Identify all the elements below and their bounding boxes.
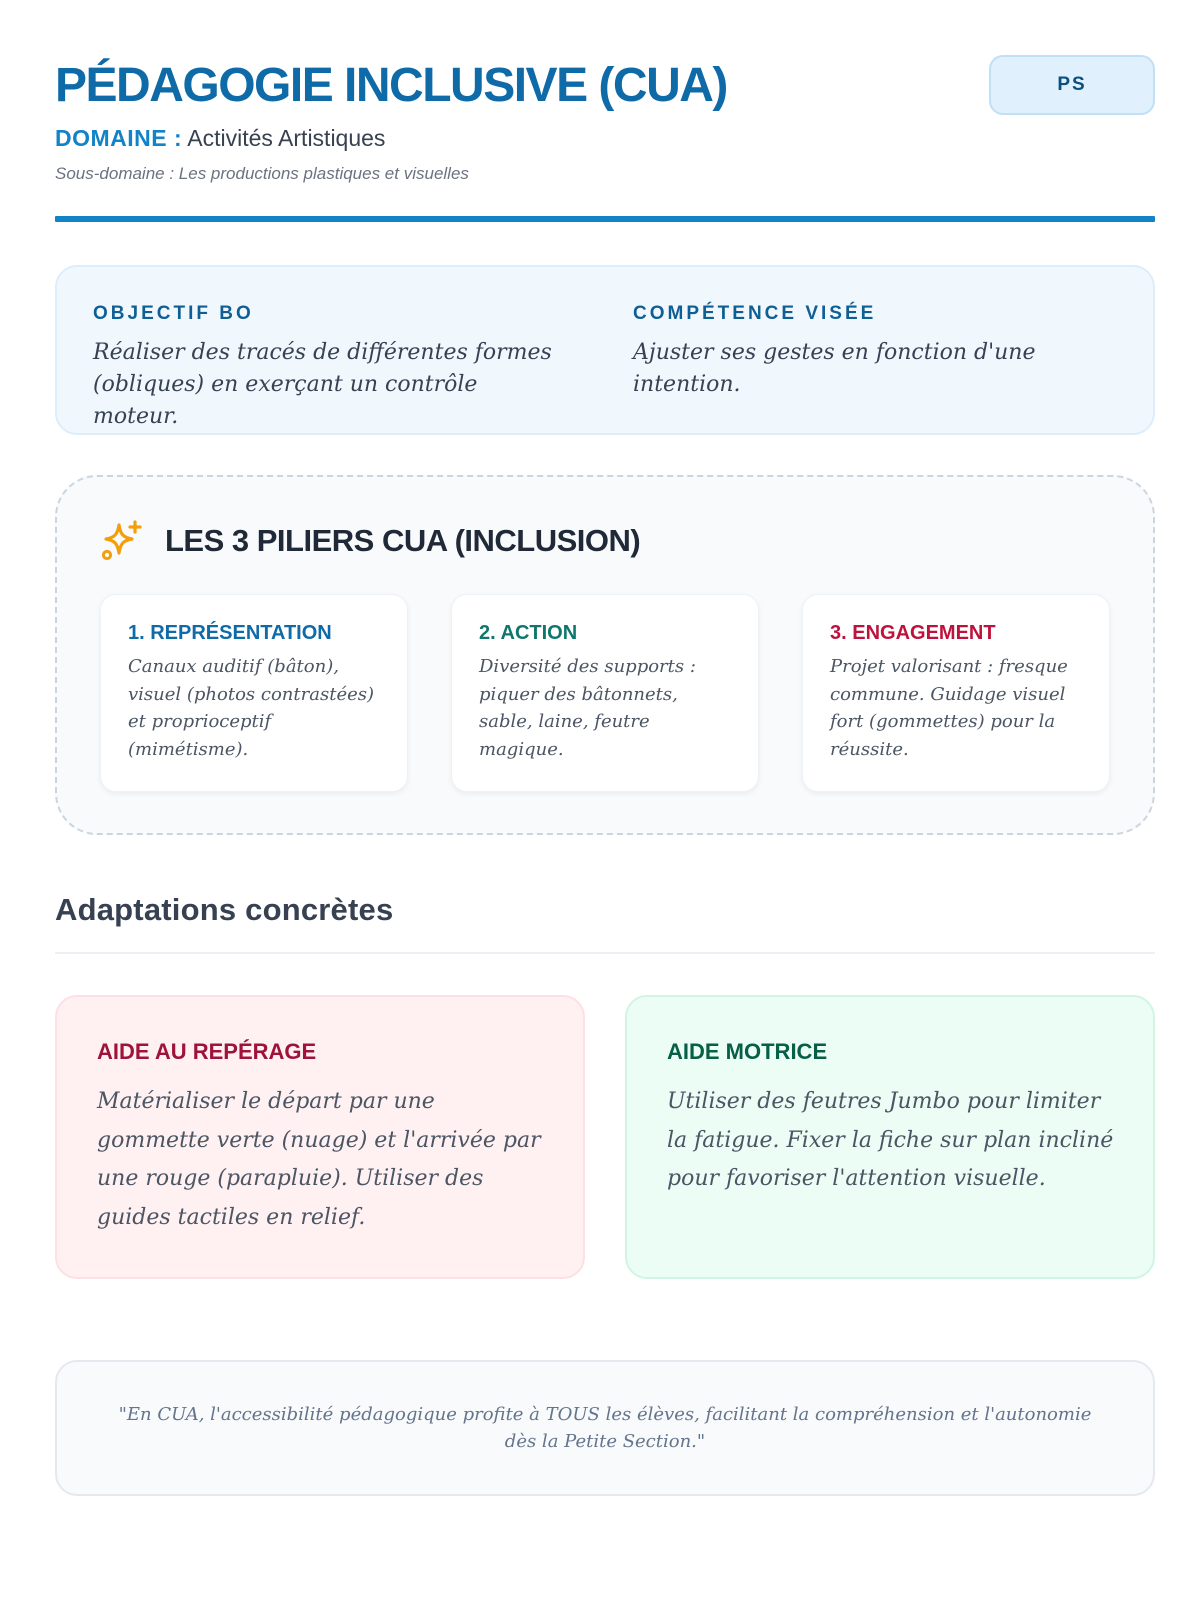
adaptation-card-reperage [55, 995, 585, 1279]
domain-line [55, 122, 385, 154]
target-skill-label: COMPÉTENCE VISÉE [633, 303, 877, 324]
pillar-name: 1. REPRÉSENTATION [128, 622, 332, 644]
quote-box [55, 1360, 1155, 1496]
objectives-box [55, 265, 1155, 435]
subdomain: Sous-domaine : Les productions plastiques et visuelles [55, 164, 469, 183]
sparkle-icon [99, 517, 147, 565]
level-badge: PS [989, 55, 1155, 115]
adaptations-divider [55, 952, 1155, 954]
pillar-name: 2. ACTION [479, 622, 578, 644]
adaptation-name: AIDE AU REPÉRAGE [97, 1039, 317, 1064]
target-skill [633, 301, 1103, 401]
adaptation-card-motrice [625, 995, 1155, 1279]
pillar-text: Canaux auditif (bâton), visuel (photos contrastées) et proprioceptif (mimétisme). [128, 656, 375, 760]
adaptation-text: Utiliser des feutres Jumbo pour limiter la fatigue. Fixer la fiche sur plan incliné pour favoriser l'attention visuelle. [667, 1089, 1114, 1191]
pillar-name: 3. ENGAGEMENT [830, 622, 996, 644]
adaptations-title: Adaptations concrètes [55, 892, 394, 927]
pillars-section [55, 475, 1155, 835]
page-header [55, 52, 1155, 222]
pillar-text: Diversité des supports : piquer des bâtonnets, sable, laine, feutre magique. [479, 656, 696, 760]
adaptation-name: AIDE MOTRICE [667, 1039, 828, 1064]
pillar-card-engagement [802, 594, 1110, 792]
pillars-title: LES 3 PILIERS CUA (INCLUSION) [165, 523, 641, 558]
header-divider [55, 216, 1155, 222]
objective-bo [93, 301, 563, 433]
objective-bo-label: OBJECTIF BO [93, 303, 254, 324]
domain-label: DOMAINE : [55, 125, 183, 151]
pillar-text: Projet valorisant : fresque commune. Guidage visuel fort (gommettes) pour la réussite. [830, 656, 1068, 760]
pillar-card-action [451, 594, 759, 792]
domain-value: Activités Artistiques [187, 125, 386, 151]
pillars-heading [99, 517, 640, 565]
target-skill-text: Ajuster ses gestes en fonction d'une intention. [633, 340, 1036, 397]
page-title: PÉDAGOGIE INCLUSIVE (CUA) [55, 59, 727, 112]
quote-text: "En CUA, l'accessibilité pédagogique profite à TOUS les élèves, facilitant la compréhension et l'autonomie dès la Petite Section." [118, 1404, 1092, 1452]
adaptation-text: Matérialiser le départ par une gommette verte (nuage) et l'arrivée par une rouge (parapluie). Utiliser des guides tactiles en relief. [97, 1089, 541, 1230]
pillar-card-representation [100, 594, 408, 792]
objective-bo-text: Réaliser des tracés de différentes formes (obliques) en exerçant un contrôle moteur. [93, 340, 552, 429]
